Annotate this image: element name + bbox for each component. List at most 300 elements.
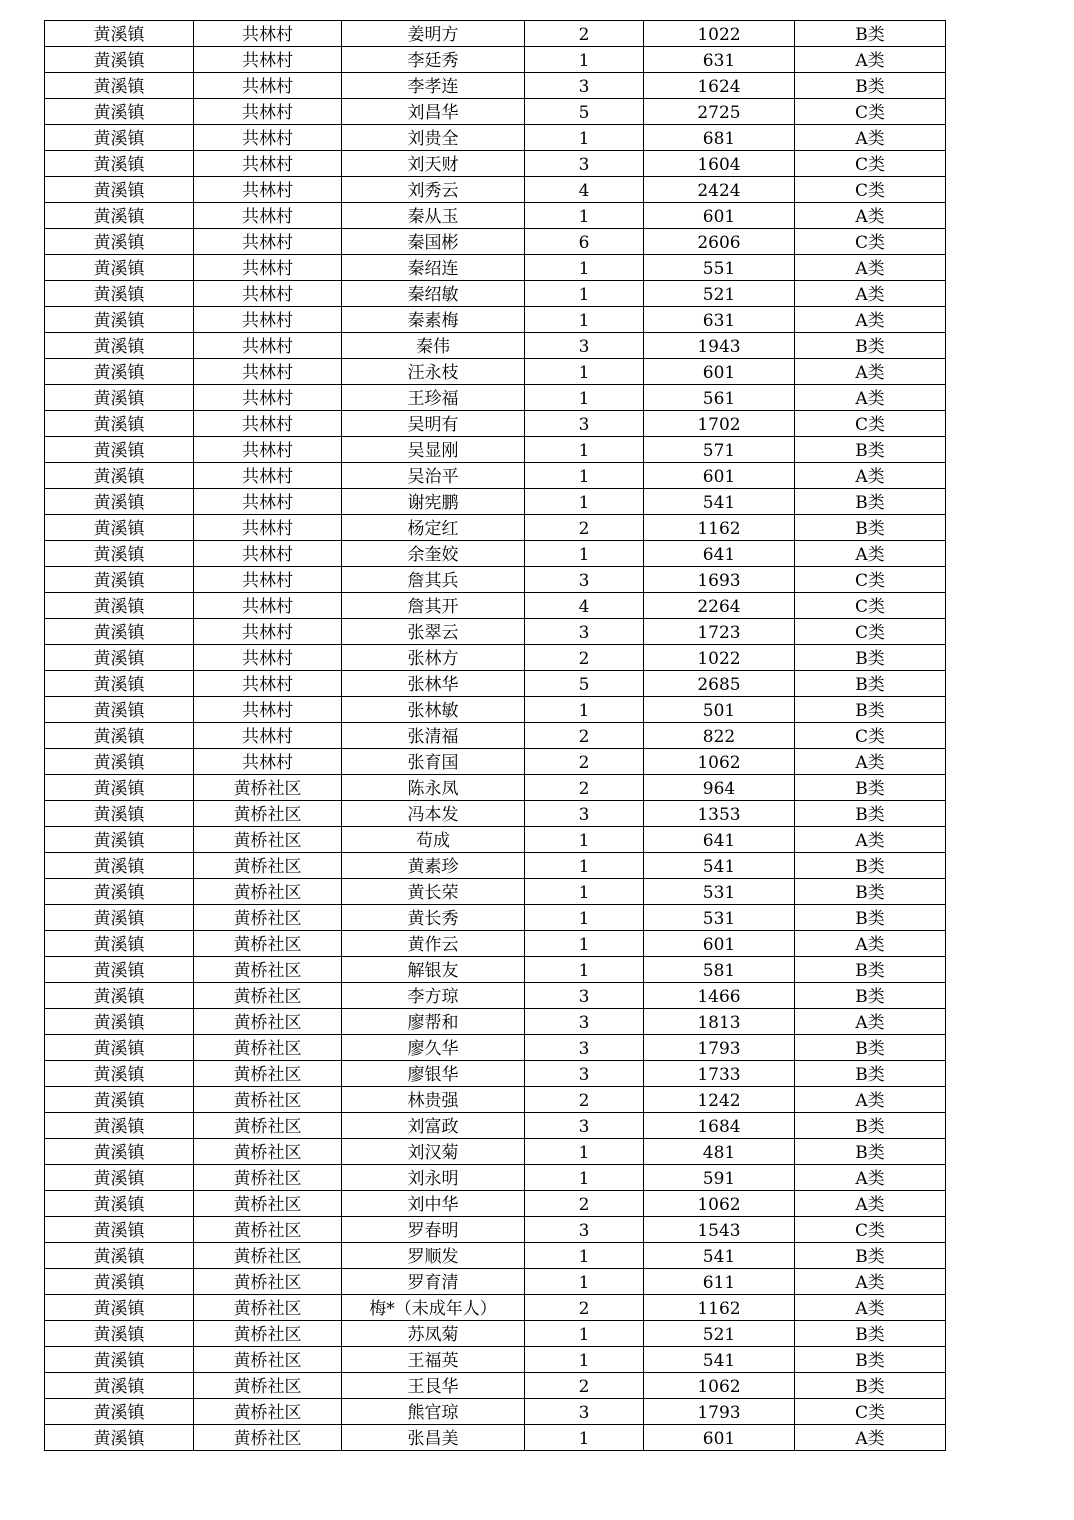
amount-cell: 2606 — [644, 229, 795, 255]
amount-cell: 501 — [644, 697, 795, 723]
household-size-cell: 2 — [525, 645, 644, 671]
household-size-cell: 1 — [525, 827, 644, 853]
category-cell: B类 — [795, 1113, 946, 1139]
category-cell: C类 — [795, 99, 946, 125]
category-cell: B类 — [795, 1243, 946, 1269]
village-cell: 共林村 — [194, 541, 342, 567]
name-cell: 吴明有 — [342, 411, 525, 437]
village-cell: 共林村 — [194, 385, 342, 411]
household-size-cell: 5 — [525, 671, 644, 697]
household-size-cell: 3 — [525, 1217, 644, 1243]
category-cell: A类 — [795, 1191, 946, 1217]
town-cell: 黄溪镇 — [45, 1321, 194, 1347]
category-cell: B类 — [795, 1347, 946, 1373]
household-size-cell: 3 — [525, 619, 644, 645]
town-cell: 黄溪镇 — [45, 177, 194, 203]
town-cell: 黄溪镇 — [45, 827, 194, 853]
household-size-cell: 3 — [525, 151, 644, 177]
table-row — [45, 1191, 946, 1217]
amount-cell: 1062 — [644, 1191, 795, 1217]
village-cell: 共林村 — [194, 255, 342, 281]
village-cell: 黄桥社区 — [194, 775, 342, 801]
town-cell: 黄溪镇 — [45, 1139, 194, 1165]
village-cell: 共林村 — [194, 151, 342, 177]
category-cell: A类 — [795, 1009, 946, 1035]
category-cell: B类 — [795, 515, 946, 541]
amount-cell: 1604 — [644, 151, 795, 177]
village-cell: 黄桥社区 — [194, 801, 342, 827]
name-cell: 秦素梅 — [342, 307, 525, 333]
household-size-cell: 3 — [525, 1061, 644, 1087]
amount-cell: 2725 — [644, 99, 795, 125]
name-cell: 罗育清 — [342, 1269, 525, 1295]
amount-cell: 1693 — [644, 567, 795, 593]
name-cell: 廖银华 — [342, 1061, 525, 1087]
household-size-cell: 1 — [525, 697, 644, 723]
amount-cell: 631 — [644, 47, 795, 73]
name-cell: 刘永明 — [342, 1165, 525, 1191]
town-cell: 黄溪镇 — [45, 1009, 194, 1035]
category-cell: B类 — [795, 645, 946, 671]
amount-cell: 822 — [644, 723, 795, 749]
name-cell: 詹其兵 — [342, 567, 525, 593]
category-cell: B类 — [795, 957, 946, 983]
name-cell: 刘昌华 — [342, 99, 525, 125]
village-cell: 黄桥社区 — [194, 1295, 342, 1321]
table-row — [45, 21, 946, 47]
village-cell: 共林村 — [194, 125, 342, 151]
town-cell: 黄溪镇 — [45, 1087, 194, 1113]
town-cell: 黄溪镇 — [45, 229, 194, 255]
amount-cell: 1466 — [644, 983, 795, 1009]
household-size-cell: 4 — [525, 177, 644, 203]
name-cell: 李廷秀 — [342, 47, 525, 73]
town-cell: 黄溪镇 — [45, 1165, 194, 1191]
name-cell: 王福英 — [342, 1347, 525, 1373]
household-size-cell: 1 — [525, 879, 644, 905]
table-row — [45, 1009, 946, 1035]
household-size-cell: 2 — [525, 1087, 644, 1113]
village-cell: 共林村 — [194, 437, 342, 463]
household-size-cell: 1 — [525, 281, 644, 307]
amount-cell: 681 — [644, 125, 795, 151]
town-cell: 黄溪镇 — [45, 1399, 194, 1425]
category-cell: B类 — [795, 1373, 946, 1399]
amount-cell: 581 — [644, 957, 795, 983]
category-cell: A类 — [795, 827, 946, 853]
table-row — [45, 1035, 946, 1061]
category-cell: C类 — [795, 1217, 946, 1243]
name-cell: 梅*（未成年人） — [342, 1295, 525, 1321]
table-row — [45, 541, 946, 567]
town-cell: 黄溪镇 — [45, 567, 194, 593]
household-size-cell: 3 — [525, 411, 644, 437]
table-row — [45, 1295, 946, 1321]
name-cell: 张翠云 — [342, 619, 525, 645]
village-cell: 共林村 — [194, 697, 342, 723]
table-row — [45, 515, 946, 541]
village-cell: 共林村 — [194, 203, 342, 229]
name-cell: 秦绍连 — [342, 255, 525, 281]
household-size-cell: 1 — [525, 1321, 644, 1347]
amount-cell: 1062 — [644, 1373, 795, 1399]
town-cell: 黄溪镇 — [45, 1217, 194, 1243]
village-cell: 共林村 — [194, 645, 342, 671]
name-cell: 秦伟 — [342, 333, 525, 359]
amount-cell: 631 — [644, 307, 795, 333]
category-cell: C类 — [795, 1399, 946, 1425]
category-cell: B类 — [795, 905, 946, 931]
town-cell: 黄溪镇 — [45, 151, 194, 177]
category-cell: B类 — [795, 1035, 946, 1061]
category-cell: A类 — [795, 541, 946, 567]
town-cell: 黄溪镇 — [45, 255, 194, 281]
name-cell: 刘富政 — [342, 1113, 525, 1139]
amount-cell: 611 — [644, 1269, 795, 1295]
table-row — [45, 125, 946, 151]
amount-cell: 964 — [644, 775, 795, 801]
household-size-cell: 3 — [525, 1399, 644, 1425]
town-cell: 黄溪镇 — [45, 983, 194, 1009]
amount-cell: 1684 — [644, 1113, 795, 1139]
category-cell: C类 — [795, 229, 946, 255]
amount-cell: 601 — [644, 359, 795, 385]
town-cell: 黄溪镇 — [45, 333, 194, 359]
category-cell: B类 — [795, 437, 946, 463]
household-size-cell: 1 — [525, 853, 644, 879]
town-cell: 黄溪镇 — [45, 593, 194, 619]
village-cell: 共林村 — [194, 229, 342, 255]
name-cell: 刘汉菊 — [342, 1139, 525, 1165]
table-row — [45, 203, 946, 229]
table-row — [45, 931, 946, 957]
table-row — [45, 73, 946, 99]
household-size-cell: 3 — [525, 333, 644, 359]
household-size-cell: 1 — [525, 1139, 644, 1165]
village-cell: 黄桥社区 — [194, 1321, 342, 1347]
name-cell: 秦绍敏 — [342, 281, 525, 307]
amount-cell: 1162 — [644, 1295, 795, 1321]
village-cell: 共林村 — [194, 411, 342, 437]
table-row — [45, 151, 946, 177]
town-cell: 黄溪镇 — [45, 281, 194, 307]
household-size-cell: 6 — [525, 229, 644, 255]
name-cell: 杨定红 — [342, 515, 525, 541]
category-cell: C类 — [795, 593, 946, 619]
village-cell: 黄桥社区 — [194, 1269, 342, 1295]
category-cell: B类 — [795, 333, 946, 359]
town-cell: 黄溪镇 — [45, 1035, 194, 1061]
village-cell: 黄桥社区 — [194, 1191, 342, 1217]
table-row — [45, 1061, 946, 1087]
category-cell: B类 — [795, 671, 946, 697]
town-cell: 黄溪镇 — [45, 697, 194, 723]
village-cell: 黄桥社区 — [194, 1035, 342, 1061]
amount-cell: 521 — [644, 281, 795, 307]
category-cell: C类 — [795, 723, 946, 749]
name-cell: 刘贵全 — [342, 125, 525, 151]
town-cell: 黄溪镇 — [45, 879, 194, 905]
category-cell: A类 — [795, 1269, 946, 1295]
name-cell: 廖久华 — [342, 1035, 525, 1061]
table-row — [45, 801, 946, 827]
table-row — [45, 1243, 946, 1269]
category-cell: B类 — [795, 801, 946, 827]
category-cell: A类 — [795, 931, 946, 957]
household-size-cell: 1 — [525, 1347, 644, 1373]
household-size-cell: 2 — [525, 723, 644, 749]
table-row — [45, 697, 946, 723]
table-row — [45, 437, 946, 463]
table-row — [45, 99, 946, 125]
category-cell: A类 — [795, 749, 946, 775]
category-cell: C类 — [795, 619, 946, 645]
name-cell: 刘秀云 — [342, 177, 525, 203]
amount-cell: 1793 — [644, 1035, 795, 1061]
category-cell: A类 — [795, 359, 946, 385]
table-row — [45, 1321, 946, 1347]
name-cell: 张林敏 — [342, 697, 525, 723]
household-size-cell: 1 — [525, 203, 644, 229]
category-cell: B类 — [795, 1061, 946, 1087]
town-cell: 黄溪镇 — [45, 1373, 194, 1399]
village-cell: 黄桥社区 — [194, 1061, 342, 1087]
amount-cell: 2424 — [644, 177, 795, 203]
name-cell: 张林华 — [342, 671, 525, 697]
name-cell: 黄素珍 — [342, 853, 525, 879]
village-cell: 黄桥社区 — [194, 1009, 342, 1035]
table-row — [45, 281, 946, 307]
name-cell: 黄长荣 — [342, 879, 525, 905]
name-cell: 张育国 — [342, 749, 525, 775]
village-cell: 共林村 — [194, 489, 342, 515]
town-cell: 黄溪镇 — [45, 957, 194, 983]
village-cell: 共林村 — [194, 359, 342, 385]
village-cell: 共林村 — [194, 177, 342, 203]
household-size-cell: 1 — [525, 1165, 644, 1191]
village-cell: 黄桥社区 — [194, 1139, 342, 1165]
town-cell: 黄溪镇 — [45, 203, 194, 229]
village-cell: 共林村 — [194, 99, 342, 125]
table-row — [45, 359, 946, 385]
name-cell: 罗顺发 — [342, 1243, 525, 1269]
name-cell: 吴显刚 — [342, 437, 525, 463]
table-row — [45, 619, 946, 645]
category-cell: C类 — [795, 151, 946, 177]
household-size-cell: 1 — [525, 47, 644, 73]
household-size-cell: 2 — [525, 1295, 644, 1321]
category-cell: C类 — [795, 567, 946, 593]
table-row — [45, 723, 946, 749]
category-cell: A类 — [795, 1425, 946, 1451]
household-size-cell: 3 — [525, 1113, 644, 1139]
town-cell: 黄溪镇 — [45, 73, 194, 99]
household-size-cell: 1 — [525, 1269, 644, 1295]
name-cell: 吴治平 — [342, 463, 525, 489]
category-cell: A类 — [795, 203, 946, 229]
table-row — [45, 307, 946, 333]
household-size-cell: 1 — [525, 1243, 644, 1269]
name-cell: 陈永凤 — [342, 775, 525, 801]
table-row — [45, 255, 946, 281]
household-size-cell: 2 — [525, 1191, 644, 1217]
amount-cell: 601 — [644, 203, 795, 229]
village-cell: 黄桥社区 — [194, 1425, 342, 1451]
household-size-cell: 2 — [525, 21, 644, 47]
town-cell: 黄溪镇 — [45, 489, 194, 515]
name-cell: 王艮华 — [342, 1373, 525, 1399]
table-row — [45, 593, 946, 619]
table-row — [45, 749, 946, 775]
town-cell: 黄溪镇 — [45, 905, 194, 931]
name-cell: 余奎姣 — [342, 541, 525, 567]
category-cell: A类 — [795, 307, 946, 333]
amount-cell: 481 — [644, 1139, 795, 1165]
name-cell: 黄长秀 — [342, 905, 525, 931]
amount-cell: 561 — [644, 385, 795, 411]
name-cell: 解银友 — [342, 957, 525, 983]
town-cell: 黄溪镇 — [45, 463, 194, 489]
table-row — [45, 671, 946, 697]
town-cell: 黄溪镇 — [45, 1425, 194, 1451]
table-row — [45, 1217, 946, 1243]
village-cell: 黄桥社区 — [194, 905, 342, 931]
amount-cell: 1162 — [644, 515, 795, 541]
town-cell: 黄溪镇 — [45, 1295, 194, 1321]
village-cell: 黄桥社区 — [194, 1347, 342, 1373]
name-cell: 黄作云 — [342, 931, 525, 957]
table-row — [45, 1425, 946, 1451]
category-cell: A类 — [795, 385, 946, 411]
amount-cell: 591 — [644, 1165, 795, 1191]
household-size-cell: 3 — [525, 983, 644, 1009]
table-row — [45, 1087, 946, 1113]
town-cell: 黄溪镇 — [45, 307, 194, 333]
amount-cell: 2264 — [644, 593, 795, 619]
name-cell: 谢宪鹏 — [342, 489, 525, 515]
name-cell: 林贵强 — [342, 1087, 525, 1113]
household-size-cell: 2 — [525, 1373, 644, 1399]
name-cell: 詹其开 — [342, 593, 525, 619]
town-cell: 黄溪镇 — [45, 411, 194, 437]
village-cell: 共林村 — [194, 333, 342, 359]
name-cell: 罗春明 — [342, 1217, 525, 1243]
village-cell: 共林村 — [194, 307, 342, 333]
table-row — [45, 853, 946, 879]
name-cell: 张清福 — [342, 723, 525, 749]
table-row — [45, 463, 946, 489]
amount-cell: 1943 — [644, 333, 795, 359]
town-cell: 黄溪镇 — [45, 1243, 194, 1269]
table-row — [45, 1373, 946, 1399]
town-cell: 黄溪镇 — [45, 1347, 194, 1373]
name-cell: 王珍福 — [342, 385, 525, 411]
name-cell: 苏凤菊 — [342, 1321, 525, 1347]
household-size-cell: 1 — [525, 359, 644, 385]
town-cell: 黄溪镇 — [45, 853, 194, 879]
amount-cell: 1242 — [644, 1087, 795, 1113]
household-size-cell: 1 — [525, 957, 644, 983]
household-size-cell: 2 — [525, 775, 644, 801]
village-cell: 共林村 — [194, 619, 342, 645]
village-cell: 共林村 — [194, 47, 342, 73]
village-cell: 共林村 — [194, 515, 342, 541]
amount-cell: 1793 — [644, 1399, 795, 1425]
village-cell: 黄桥社区 — [194, 827, 342, 853]
table-row — [45, 1113, 946, 1139]
household-size-cell: 1 — [525, 931, 644, 957]
household-size-cell: 1 — [525, 489, 644, 515]
category-cell: B类 — [795, 983, 946, 1009]
table-row — [45, 827, 946, 853]
town-cell: 黄溪镇 — [45, 749, 194, 775]
table-row — [45, 957, 946, 983]
village-cell: 黄桥社区 — [194, 1113, 342, 1139]
town-cell: 黄溪镇 — [45, 671, 194, 697]
household-size-cell: 2 — [525, 749, 644, 775]
category-cell: A类 — [795, 463, 946, 489]
household-size-cell: 3 — [525, 1035, 644, 1061]
village-cell: 黄桥社区 — [194, 1243, 342, 1269]
amount-cell: 601 — [644, 931, 795, 957]
category-cell: A类 — [795, 1087, 946, 1113]
village-cell: 共林村 — [194, 749, 342, 775]
amount-cell: 1813 — [644, 1009, 795, 1035]
table-row — [45, 983, 946, 1009]
village-cell: 黄桥社区 — [194, 853, 342, 879]
household-size-cell: 1 — [525, 905, 644, 931]
name-cell: 汪永枝 — [342, 359, 525, 385]
household-size-cell: 4 — [525, 593, 644, 619]
table-row — [45, 1269, 946, 1295]
category-cell: B类 — [795, 853, 946, 879]
category-cell: A类 — [795, 281, 946, 307]
name-cell: 刘天财 — [342, 151, 525, 177]
amount-cell: 1723 — [644, 619, 795, 645]
town-cell: 黄溪镇 — [45, 1061, 194, 1087]
town-cell: 黄溪镇 — [45, 541, 194, 567]
amount-cell: 1624 — [644, 73, 795, 99]
name-cell: 秦国彬 — [342, 229, 525, 255]
amount-cell: 601 — [644, 463, 795, 489]
table-row — [45, 879, 946, 905]
town-cell: 黄溪镇 — [45, 723, 194, 749]
category-cell: C类 — [795, 411, 946, 437]
category-cell: C类 — [795, 177, 946, 203]
town-cell: 黄溪镇 — [45, 1191, 194, 1217]
village-cell: 黄桥社区 — [194, 983, 342, 1009]
household-size-cell: 3 — [525, 1009, 644, 1035]
amount-cell: 1022 — [644, 645, 795, 671]
household-size-cell: 3 — [525, 73, 644, 99]
category-cell: B类 — [795, 21, 946, 47]
name-cell: 秦从玉 — [342, 203, 525, 229]
table-row — [45, 229, 946, 255]
name-cell: 廖帮和 — [342, 1009, 525, 1035]
village-cell: 黄桥社区 — [194, 931, 342, 957]
village-cell: 共林村 — [194, 723, 342, 749]
household-size-cell: 3 — [525, 567, 644, 593]
name-cell: 李孝连 — [342, 73, 525, 99]
household-size-cell: 3 — [525, 801, 644, 827]
town-cell: 黄溪镇 — [45, 801, 194, 827]
amount-cell: 571 — [644, 437, 795, 463]
town-cell: 黄溪镇 — [45, 645, 194, 671]
village-cell: 共林村 — [194, 567, 342, 593]
amount-cell: 541 — [644, 853, 795, 879]
village-cell: 黄桥社区 — [194, 1087, 342, 1113]
town-cell: 黄溪镇 — [45, 931, 194, 957]
